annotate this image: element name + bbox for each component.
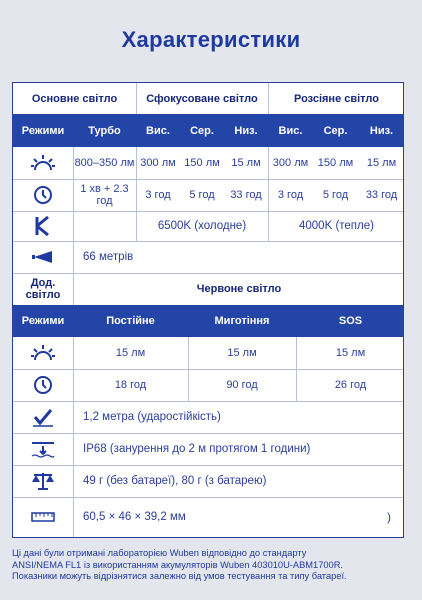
blinking-label: Миготіння <box>214 315 270 327</box>
runtime-diffused-high: 3 год <box>277 189 304 201</box>
lumens-diffused-mid: 150 лм <box>317 157 354 169</box>
scale-icon <box>13 465 73 497</box>
red-lumens-constant: 15 лм <box>115 347 146 359</box>
color-temp-focused: 6500K (холодне) <box>157 220 247 232</box>
brightness-icon <box>13 337 73 369</box>
red-modes-label: Режими <box>21 315 65 327</box>
focused-high-label: Вис. <box>146 124 170 137</box>
focused-light-header: Сфокусоване світло <box>146 92 258 105</box>
aux-light-label: Дод. світло <box>25 277 61 301</box>
size-value: 60,5 × 46 × 39,2 мм <box>83 511 186 523</box>
diffused-light-header: Розсіяне світло <box>294 92 379 105</box>
modes-bar <box>13 114 403 147</box>
focused-mid-label: Сер. <box>190 124 214 137</box>
weight-value: 49 г (без батареї), 80 г (з батарею) <box>83 475 267 487</box>
kelvin-icon <box>13 211 73 241</box>
lumens-focused-low: 15 лм <box>231 157 261 169</box>
water-icon <box>13 433 73 465</box>
lumens-diffused-low: 15 лм <box>366 157 397 169</box>
footer-line-1: Ці дані були отримані лабораторією Wuben відповідно до стандарту <box>12 548 307 558</box>
red-runtime-constant: 18 год <box>114 379 147 391</box>
clock-icon <box>13 179 73 211</box>
diffused-high-label: Вис. <box>278 124 303 137</box>
lumens-diffused-high: 300 лм <box>272 157 309 169</box>
lumens-focused-high: 300 лм <box>140 157 176 169</box>
ruler-icon <box>13 497 73 537</box>
red-lumens-sos: 15 лм <box>335 347 366 359</box>
main-light-header: Основне світло <box>31 92 118 105</box>
beam-distance-value: 66 метрів <box>83 251 134 263</box>
clock-icon <box>13 369 73 401</box>
water-value: IP68 (занурення до 2 м протягом 1 години) <box>83 443 311 455</box>
runtime-turbo: 1 хв + 2.3 год <box>80 183 129 207</box>
diffused-low-label: Низ. <box>369 124 394 137</box>
red-lumens-blinking: 15 лм <box>227 347 257 359</box>
footer-line-2: ANSI/NEMA FL1 із використанням акумуляторів Wuben 403010U-ABM1700R. <box>12 559 344 570</box>
beam-distance-icon <box>13 241 73 273</box>
runtime-focused-high: 3 год <box>145 189 171 201</box>
lumens-focused-mid: 150 лм <box>184 157 220 169</box>
runtime-diffused-mid: 5 год <box>322 189 349 201</box>
modes-label: Режими <box>21 124 65 137</box>
runtime-focused-low: 33 год <box>230 189 262 201</box>
runtime-focused-mid: 5 год <box>189 189 215 201</box>
lumens-turbo: 800–350 лм <box>74 157 135 169</box>
color-temp-diffused: 4000K (тепле) <box>299 220 374 232</box>
runtime-diffused-low: 33 год <box>365 189 398 201</box>
red-runtime-blinking: 90 год <box>226 379 258 391</box>
red-runtime-sos: 26 год <box>334 379 367 391</box>
impact-value: 1,2 метра (ударостійкість) <box>83 411 221 423</box>
footer-line-3: Показники можуть відрізнятися залежно від умов тестування та типу батареї. <box>12 571 347 581</box>
constant-label: Постійне <box>106 315 155 327</box>
sos-label: SOS <box>338 315 363 327</box>
focused-low-label: Низ. <box>234 124 258 137</box>
brightness-icon <box>13 147 73 179</box>
red-modes-bar <box>13 305 403 337</box>
specs-table <box>12 82 404 538</box>
size-extra: ) <box>387 510 391 524</box>
turbo-label: Турбо <box>88 124 121 137</box>
page-title: Характеристики <box>121 27 301 52</box>
impact-icon <box>13 401 73 433</box>
diffused-mid-label: Сер. <box>323 124 348 137</box>
red-light-header: Червоне світло <box>196 283 282 295</box>
footer-note <box>12 548 412 583</box>
